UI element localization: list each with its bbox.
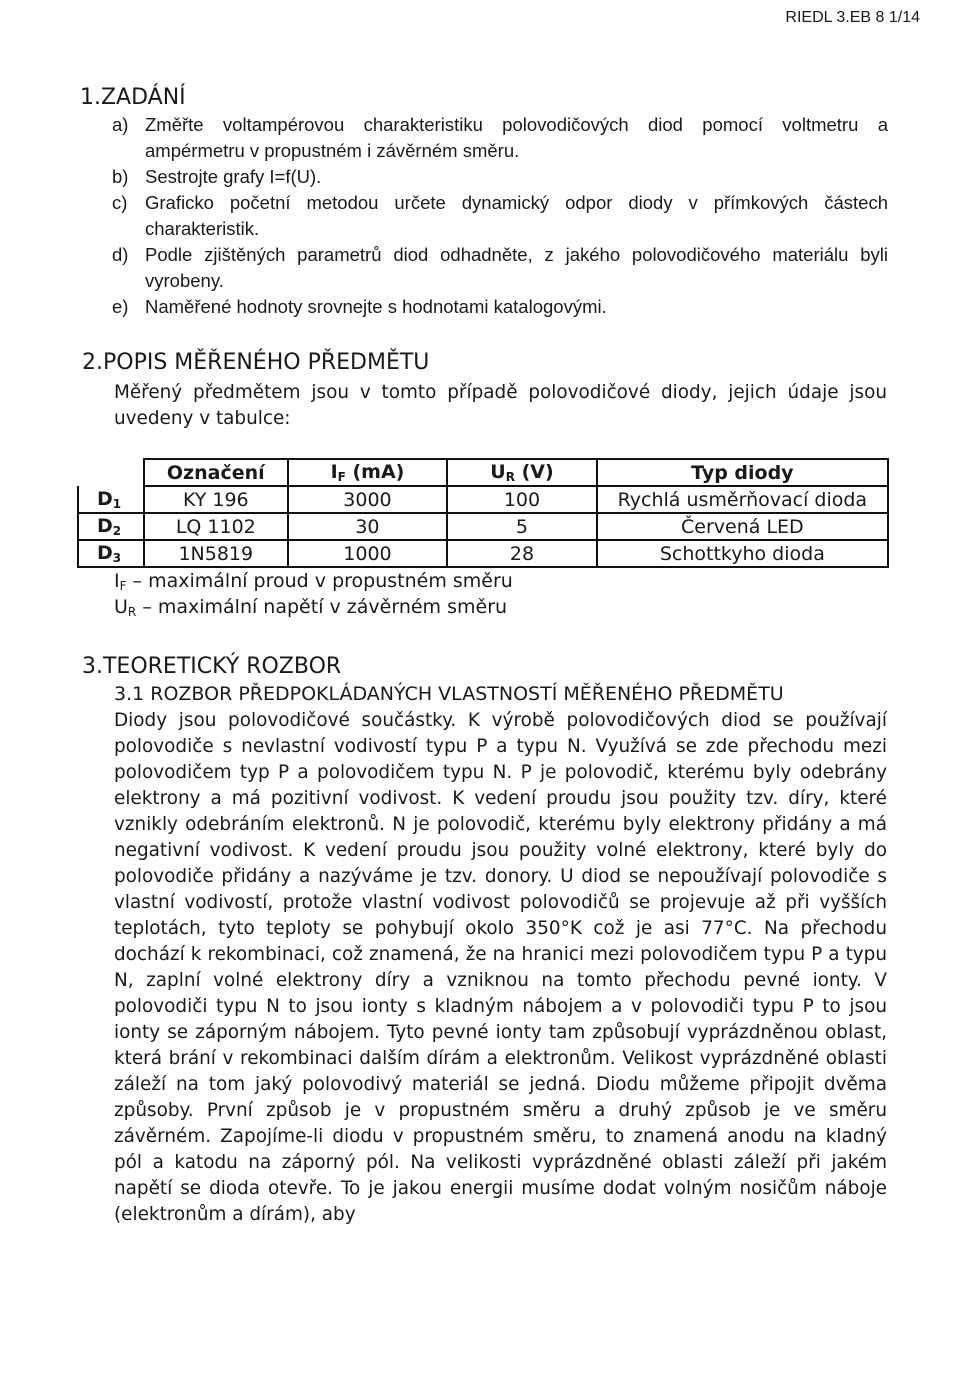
- cell-type: Schottkyho dioda: [597, 540, 888, 567]
- list-marker: e): [112, 296, 129, 317]
- cell-if: 30: [288, 513, 448, 540]
- cell-name: KY 196: [144, 486, 288, 513]
- column-header-ur: $U_R$ (V): [447, 459, 597, 486]
- subsection-3-1-title: 3.1 ROZBOR PŘEDPOKLÁDANÝCH VLASTNOSTÍ MĚŘENÉHO PŘEDMĚTU: [114, 683, 784, 705]
- list-marker: d): [112, 244, 129, 265]
- table-row: [78, 540, 888, 567]
- list-item: [112, 242, 888, 294]
- list-item: [112, 164, 888, 190]
- table-corner: [78, 459, 144, 486]
- cell-name: LQ 1102: [144, 513, 288, 540]
- list-marker: c): [112, 192, 128, 213]
- column-header-typ: Typ diody: [597, 459, 888, 486]
- row-label: $D_3$: [78, 540, 144, 567]
- table-row: [78, 486, 888, 513]
- section-2-intro: Měřený předmětem jsou v tomto případě polovodičové diody, jejich údaje jsou uvedeny v tabulce:: [114, 382, 887, 429]
- row-label: $D_2$: [78, 513, 144, 540]
- column-header-oznaceni: Označení: [144, 459, 288, 486]
- list-marker: a): [112, 114, 129, 135]
- diode-table: [77, 458, 889, 568]
- legend-if: $I_F$ – maximální proud v propustném směru: [114, 570, 513, 593]
- list-item: [112, 190, 888, 242]
- row-label: $D_1$: [78, 486, 144, 513]
- list-marker: b): [112, 166, 129, 187]
- legend-ur: $U_R$ – maximální napětí v závěrném směru: [114, 596, 508, 619]
- section-3-1-body: Diody jsou polovodičové součástky. K výrobě polovodičových diod se používají polovodiče s nevlastní vodivostí typu P a typu N. Využívá se zde přechodu mezi polovodičem typ P a polovodičem typu N. P je polovodič, kterému byly odebrány elektrony a má pozitivní vodivost. K vedení proudu jsou použity tzv. díry, které vznikly odebráním elektronů. N je polovodič, kterému byly elektrony přidány a má negativní vodivost. K vedení proudu jsou použity volné elektrony, které byly do polovodiče přidány a nazýváme je tzv. donory. U diod se nepoužívají polovodiče s vlastní vodivostí, protože vlastní vodivost polovodičů se projevuje až při vyšších teplotách, tyto teploty se pohybují okolo 350°K což je asi 77°C. Na přechodu dochází k rekombinaci, což znamená, že na hranici mezi polovodičem typu P a typu N, zaplní volné elektrony díry a vzniknou na tomto přechodu pevné ionty. V polovodiči typu N to jsou ionty s kladným nábojem a v polovodiči typu P to jsou ionty se záporným nábojem. Tyto pevné ionty tam způsobují vyprázdněnou oblast, která brání v rekombinaci dalším dírám a elektronům. Velikost vyprázdněné oblasti záleží na tom jaký polovodivý materiál se jedná. Diodu můžeme připojit dvěma způsoby. První způsob je v propustném směru a druhý způsob je ve směru závěrném. Zapojíme-li diodu v propustném směru, to znamená anodu na kladný pól a katodu na záporný pól. Na velikosti vyprázdněné oblasti záleží při jakém napětí se dioda otevře. To je jakou energii musíme dodat volným nosičům náboje (elektronům a dírám), aby: [114, 710, 887, 1225]
- cell-if: 3000: [288, 486, 448, 513]
- cell-if: 1000: [288, 540, 448, 567]
- assignment-list: [112, 112, 888, 320]
- cell-type: Červená LED: [597, 513, 888, 540]
- section-3-title: 3.TEORETICKÝ ROZBOR: [82, 654, 342, 679]
- section-2-title: 2.POPIS MĚŘENÉHO PŘEDMĚTU: [82, 350, 430, 375]
- table-row: [78, 513, 888, 540]
- column-header-if: $I_F$ (mA): [288, 459, 448, 486]
- list-item: [112, 294, 888, 320]
- list-text: Změřte voltampérovou charakteristiku polovodičových diod pomocí voltmetru a ampérmetru v propustném i závěrném směru.: [145, 114, 888, 161]
- section-1-title: 1.ZADÁNÍ: [80, 85, 186, 110]
- cell-ur: 28: [447, 540, 597, 567]
- list-text: Naměřené hodnoty srovnejte s hodnotami katalogovými.: [145, 296, 607, 317]
- list-item: [112, 112, 888, 164]
- page-header: RIEDL 3.EB 8 1/14: [785, 9, 920, 26]
- cell-name: 1N5819: [144, 540, 288, 567]
- cell-ur: 100: [447, 486, 597, 513]
- cell-type: Rychlá usměrňovací dioda: [597, 486, 888, 513]
- list-text: Graficko početní metodou určete dynamický odpor diody v přímkových částech charakteristik.: [145, 192, 888, 239]
- table-header-row: [78, 459, 888, 486]
- cell-ur: 5: [447, 513, 597, 540]
- list-text: Podle zjištěných parametrů diod odhadněte, z jakého polovodičového materiálu byli vyrobeny.: [145, 244, 888, 291]
- list-text: Sestrojte grafy I=f(U).: [145, 166, 322, 187]
